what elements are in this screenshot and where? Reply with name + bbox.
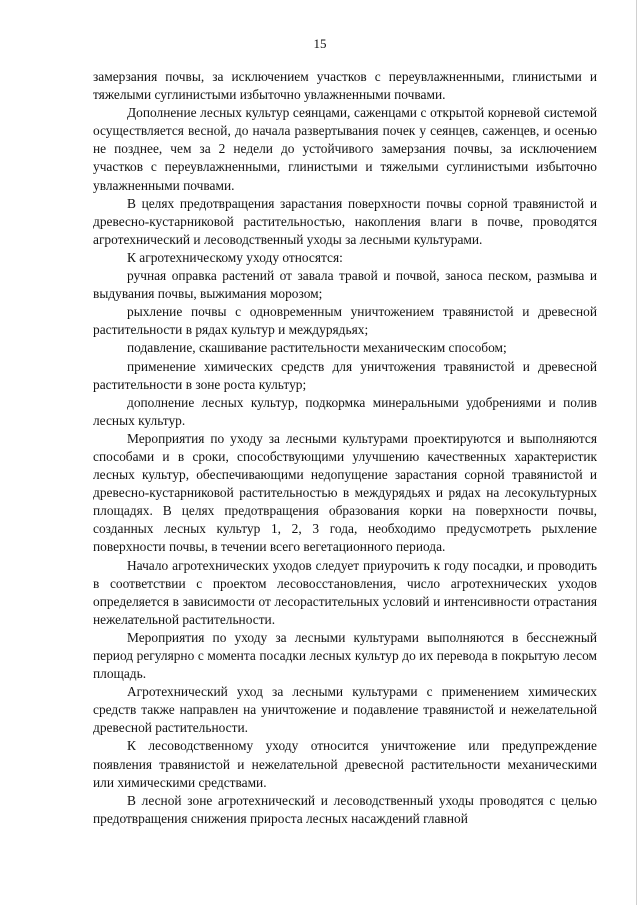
paragraph: К лесоводственному уходу относится уничтожение или предупреждение появления травянистой и нежелательной древесной растительности механическими или химическими средствами. xyxy=(93,738,597,790)
page-number: 15 xyxy=(313,36,327,51)
list-item: рыхление почвы с одновременным уничтожением травянистой и древесной растительности в рядах культур и междурядьях; xyxy=(93,304,597,338)
paragraph: Дополнение лесных культур сеянцами, саженцами с открытой корневой системой осуществляется весной, до начала развертывания почек у сеянцев, саженцев, и осенью не позднее, чем за 2 недели до устойчивого замерзания почвы, за исключением участков с переувлажненными, глинистыми и тяжелыми суглинистыми избыточно увлажненными почвами. xyxy=(93,105,597,193)
paragraph: В лесной зоне агротехнический и лесоводственный уходы проводятся с целью предотвращения снижения прироста лесных насаждений главной xyxy=(93,792,597,826)
scan-edge-line xyxy=(636,0,637,905)
paragraph-continuation: замерзания почвы, за исключением участков с переувлажненными, глинистыми и тяжелыми суглинистыми избыточно увлажненными почвами. xyxy=(93,69,597,103)
paragraph: В целях предотвращения зарастания поверхности почвы сорной травянистой и древесно-кустарниковой растительностью, накопления влаги в почве, проводятся агротехнический и лесоводственный уходы за лесными культурами. xyxy=(93,195,597,247)
list-item: подавление, скашивание растительности механическим способом; xyxy=(127,340,507,356)
list-item: применение химических средств для уничтожения травянистой и древесной растительности в зоне роста культур; xyxy=(93,358,597,392)
paragraph: Мероприятия по уходу за лесными культурами выполняются в бесснежный период регулярно с момента посадки лесных культур до их перевода в покрытую лесом площадь. xyxy=(93,629,597,682)
paragraph: Начало агротехнических уходов следует приурочить к году посадки, и проводить в соответствии с проектом лесовосстановления, число агротехнических уходов определяется в зависимости от лесорастительных условий и интенсивности отрастания нежелательной растительности. xyxy=(93,557,597,627)
list-item: дополнение лесных культур, подкормка минеральными удобрениями и полив лесных культур. xyxy=(93,394,597,428)
document-body xyxy=(93,68,597,828)
list-item: ручная оправка растений от завала травой и почвой, заноса песком, размыва и выдувания почвы, выжимания морозом; xyxy=(93,268,597,302)
paragraph: К агротехническому уходу относятся: xyxy=(127,249,343,265)
paragraph: Мероприятия по уходу за лесными культурами проектируются и выполняются способами и в сроки, способствующими улучшению качественных характеристик лесных культур, обеспечивающими недопущение зарастания сорной травянистой и древесно-кустарниковой растительностью в междурядьях и рядах на лесокультурных площадях. В целях предотвращения образования корки на поверхности почвы, созданных лесных культур 1, 2, 3 года, необходимо предусмотреть рыхление поверхности почвы, в течении всего вегетационного периода. xyxy=(93,430,597,555)
paragraph: Агротехнический уход за лесными культурами с применением химических средств также направлен на уничтожение и подавление травянистой и нежелательной древесной растительности. xyxy=(93,684,597,736)
